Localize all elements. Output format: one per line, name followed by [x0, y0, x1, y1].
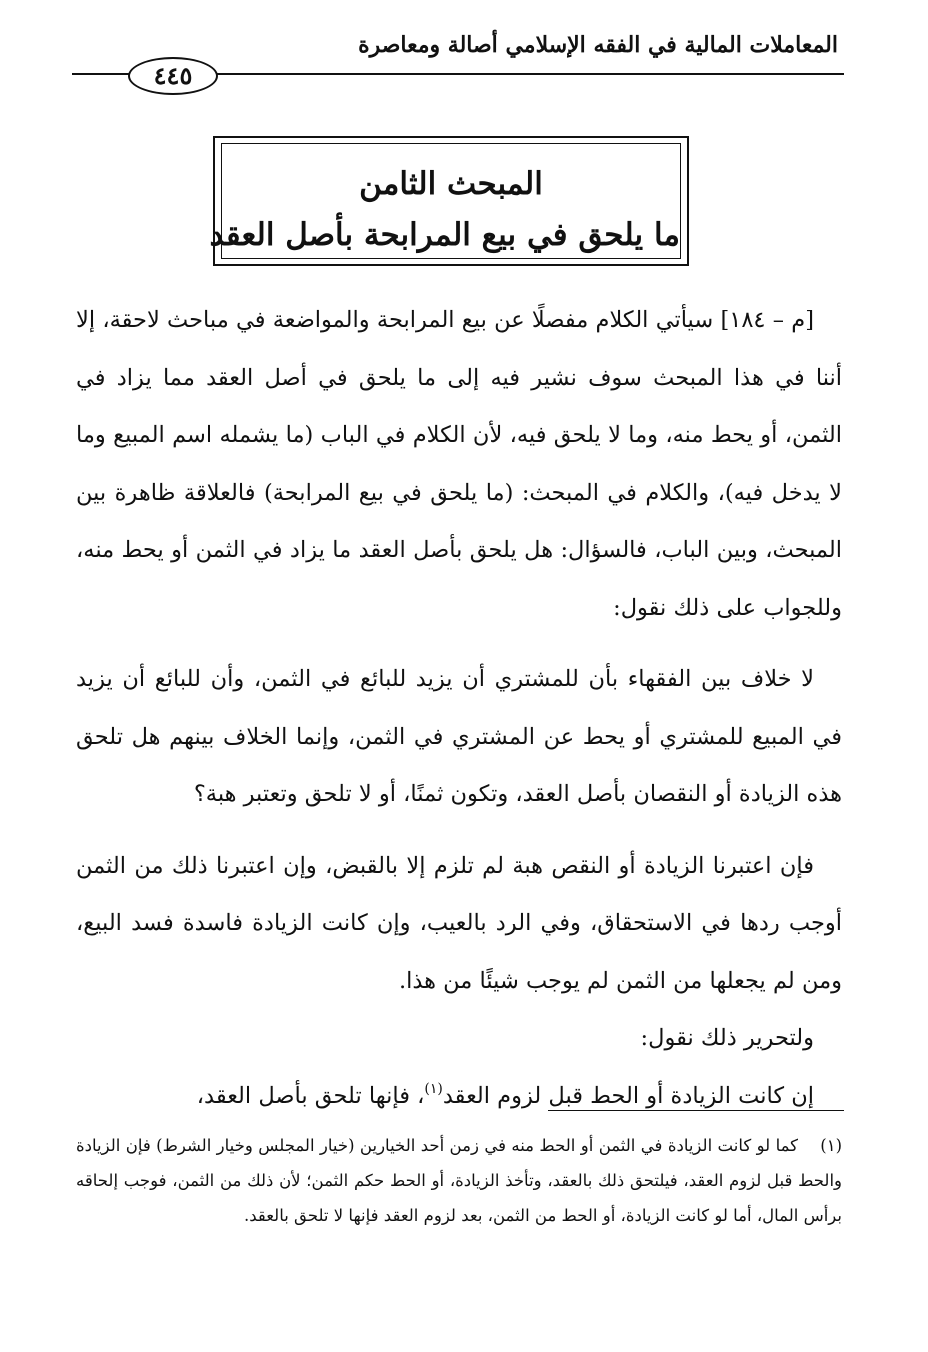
page-number: ٤٤٥: [128, 57, 218, 95]
body-text: [76, 292, 842, 1125]
footnote: [76, 1128, 842, 1233]
paragraph-text: إن كانت الزيادة أو الحط قبل لزوم العقد: [442, 1082, 814, 1109]
paragraph-text: ، فإنها تلحق بأصل العقد،: [196, 1082, 425, 1109]
section-title-inner-border: [209, 143, 681, 259]
section-title-line-1: المبحث الثامن: [359, 166, 543, 202]
footnote-separator: [548, 1110, 844, 1111]
paragraph-with-footnote-ref: [76, 1068, 842, 1126]
footnote-text: كما لو كانت الزيادة في الثمن أو الحط منه في زمن أحد الخيارين (خيار المجلس وخيار الشرط) فإن الزيادة والحط قبل لزوم العقد، فيلتحق ذلك بالعقد، وتأخذ الزيادة، أو الحط حكم الثمن؛ لأن ذلك من الثمن، فوجب إلحاقه برأس المال، أما لو كانت الزيادة، أو الحط من الثمن، بعد لزوم العقد فإنها لا تلحق بالعقد.: [76, 1136, 842, 1225]
footnote-reference[interactable]: (١): [424, 1080, 443, 1097]
section-title-line-2: ما يلحق في بيع المرابحة بأصل العقد: [209, 217, 680, 253]
paragraph: ولتحرير ذلك نقول:: [640, 1025, 814, 1051]
running-header-title: المعاملات المالية في الفقه الإسلامي أصالة ومعاصرة: [358, 32, 838, 58]
footnote-mark: (١): [820, 1136, 842, 1155]
paragraph: فإن اعتبرنا الزيادة أو النقص هبة لم تلزم إلا بالقبض، وإن اعتبرنا ذلك من الثمن أوجب ردها في الاستحقاق، وفي الرد بالعيب، وإن كانت الزيادة فاسدة فسد البيع، ومن لم يجعلها من الثمن لم يوجب شيئًا من هذا.: [76, 852, 842, 994]
paragraph: [م – ١٨٤] سيأتي الكلام مفصلًا عن بيع المرابحة والمواضعة في مباحث لاحقة، إلا أننا في هذا المبحث سوف نشير فيه إلى ما يلحق في أصل العقد مما يزاد في الثمن، أو يحط منه، وما لا يلحق فيه، لأن الكلام في الباب (ما يشمله اسم المبيع وما لا يدخل فيه)، والكلام في المبحث: (ما يلحق في بيع المرابحة) فالعلاقة ظاهرة بين المبحث، وبين الباب، فالسؤال: هل يلحق بأصل العقد ما يزاد في الثمن أو يحط منه، وللجواب على ذلك نقول:: [76, 307, 842, 621]
paragraph: لا خلاف بين الفقهاء بأن للمشتري أن يزيد للبائع في الثمن، وأن للبائع أن يزيد في المبيع للمشتري أو يحط عن المشتري في الثمن، وإنما الخلاف بينهم هل تلحق هذه الزيادة أو النقصان بأصل العقد، وتكون ثمنًا، أو لا تلحق وتعتبر هبة؟: [76, 666, 842, 807]
section-title-frame: [209, 136, 689, 266]
